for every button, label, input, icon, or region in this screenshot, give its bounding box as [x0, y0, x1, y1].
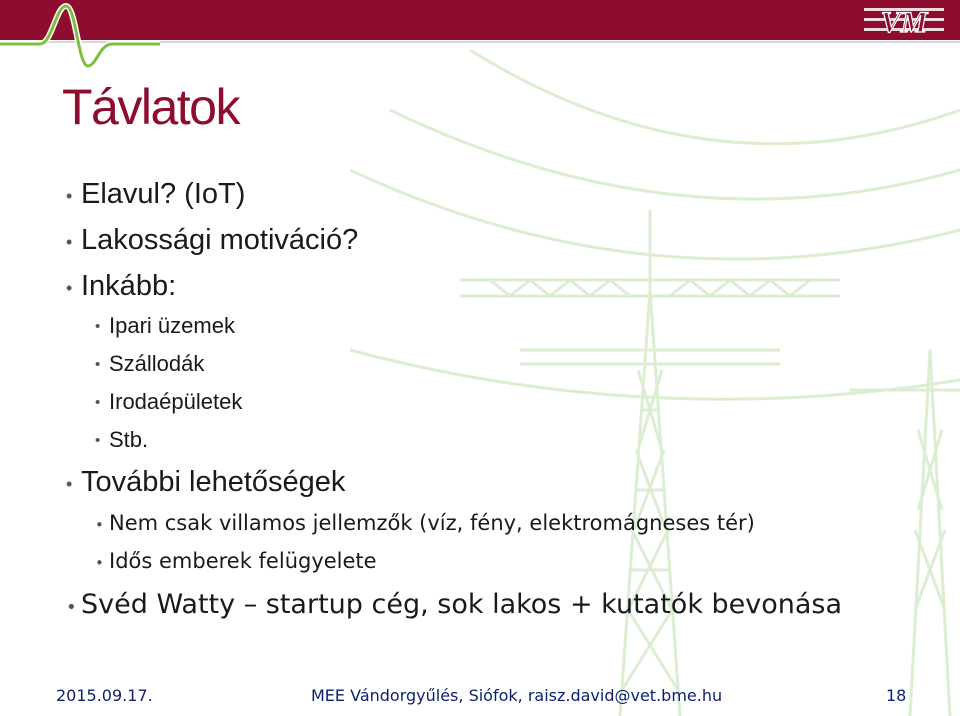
- bullet-dot-icon: •: [95, 516, 104, 534]
- bullet-dot-icon: •: [95, 432, 101, 449]
- bullet-text: Szállodák: [109, 351, 205, 376]
- bullet-text: Elavul? (IoT): [81, 178, 246, 210]
- bullet-text: Inkább:: [81, 270, 177, 302]
- wave-decoration-icon: [0, 0, 160, 70]
- bullet-item: [66, 589, 843, 620]
- bullet-text: Lakossági motiváció?: [81, 224, 359, 256]
- svg-text:VM: VM: [880, 6, 928, 38]
- bullet-dot-icon: •: [95, 356, 101, 373]
- bullet-text: Irodaépületek: [109, 389, 243, 414]
- sub-bullet-item: [95, 313, 235, 339]
- bullet-dot-icon: •: [66, 232, 73, 252]
- sub-bullet-item: [95, 351, 205, 377]
- sub-bullet-item: [95, 427, 149, 453]
- sub-bullet-item: [95, 389, 243, 415]
- bullet-dot-icon: •: [95, 394, 101, 411]
- sub-bullet-item: [95, 549, 377, 573]
- bullet-item: [66, 224, 359, 257]
- bullet-text: További lehetőségek: [81, 466, 346, 498]
- bullet-item: [66, 178, 246, 211]
- bullet-dot-icon: •: [66, 278, 73, 298]
- slide-title: Távlatok: [62, 79, 239, 135]
- bullet-dot-icon: •: [66, 186, 73, 206]
- page-number: 18: [886, 686, 907, 705]
- bullet-dot-icon: •: [66, 597, 77, 618]
- bullet-dot-icon: •: [95, 318, 101, 335]
- bullet-text: Stb.: [109, 427, 149, 452]
- bullet-text: Nem csak villamos jellemzők (víz, fény, elektromágneses tér): [109, 511, 755, 535]
- bullet-text: Idős emberek felügyelete: [109, 549, 377, 573]
- bullet-text: Ipari üzemek: [109, 313, 235, 338]
- footer-event: MEE Vándorgyűlés, Siófok, raisz.david@vet.bme.hu: [311, 686, 723, 705]
- bullet-item: [66, 466, 346, 499]
- vm-logo-icon: [862, 2, 946, 38]
- footer-date: 2015.09.17.: [56, 686, 153, 705]
- bullet-text: Svéd Watty – startup cég, sok lakos + kutatók bevonása: [81, 589, 843, 620]
- bullet-dot-icon: •: [66, 474, 73, 494]
- sub-bullet-item: [95, 511, 755, 535]
- bullet-dot-icon: •: [95, 554, 104, 572]
- bullet-item: [66, 270, 177, 303]
